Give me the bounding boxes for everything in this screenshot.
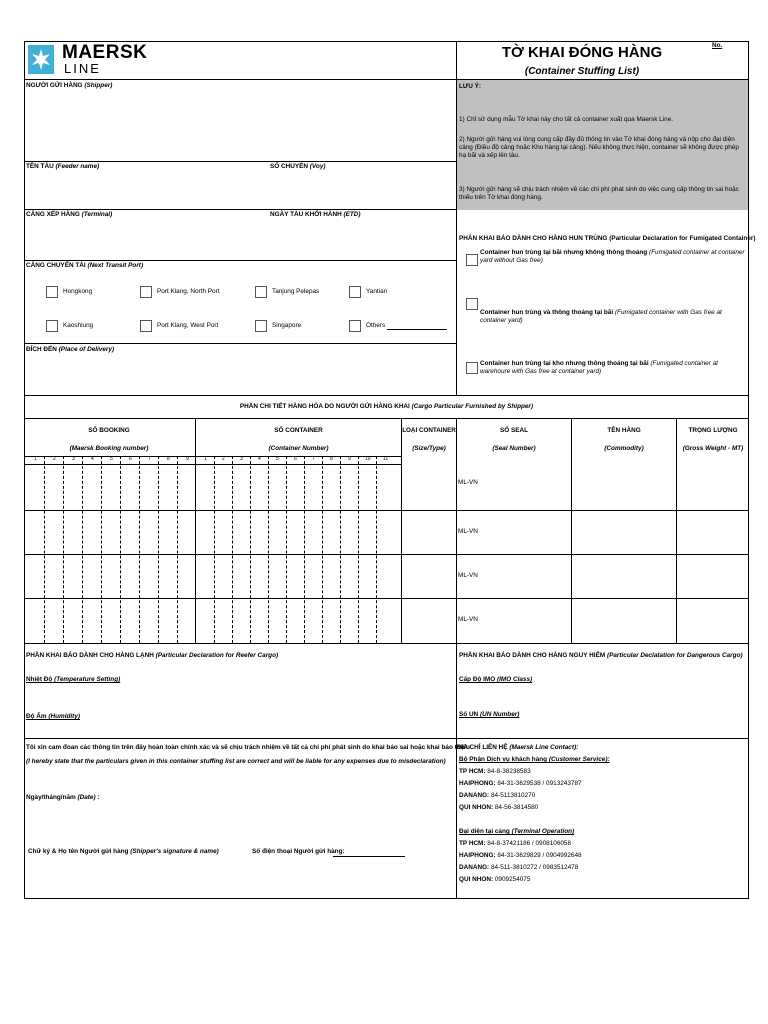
checkbox-port-klang-north[interactable]: [140, 286, 152, 298]
signature-field[interactable]: [28, 815, 228, 845]
digit: 3: [240, 456, 243, 462]
humidity-field[interactable]: [100, 711, 450, 723]
digit: 9: [348, 456, 351, 462]
temperature-label: Nhiệt Độ (Temperature Setting): [26, 676, 121, 683]
temperature-field[interactable]: [120, 674, 450, 686]
digit: 8: [330, 456, 333, 462]
digit: 2: [53, 456, 56, 462]
booking-digit-row: [25, 456, 195, 464]
col-container-en: (Container Number): [268, 445, 329, 452]
brand-name: MAERSK: [62, 42, 148, 63]
digit: 11: [383, 456, 389, 462]
divider: [456, 643, 457, 899]
note-1: 1) Chỉ sử dụng mẫu Tờ khai này cho tất cả container xuất qua Maersk Line.: [459, 116, 674, 123]
terminal-row: QUI NHON: 0909254075: [459, 876, 531, 883]
terminal-row: TP HCM: 84-8-37421186 / 0908106058: [459, 840, 572, 847]
digit: 7: [148, 456, 151, 462]
divider: [24, 161, 456, 162]
divider: [24, 343, 456, 344]
col-seal: SỐ SEAL: [499, 427, 529, 434]
col-weight: TRỌNG LƯỢNG: [688, 427, 738, 434]
divider: [24, 418, 749, 419]
cs-row: TP HCM: 84-8-38238583: [459, 768, 531, 775]
digit: 5: [276, 456, 279, 462]
humidity-label: Độ Ẩm (Humidity): [26, 713, 80, 720]
table-row[interactable]: [25, 555, 748, 597]
transit-label: CẢNG CHUYỂN TẢI (Next Transit Port): [26, 262, 144, 269]
date-label: Ngày/tháng/năm (Date) :: [26, 794, 100, 801]
voy-label: SỐ CHUYẾN (Voy): [270, 163, 326, 170]
digit: 9: [186, 456, 189, 462]
digit: 3: [72, 456, 75, 462]
shipper-field[interactable]: [25, 92, 455, 160]
checkbox-others[interactable]: [349, 320, 361, 332]
terminal-field[interactable]: [25, 220, 265, 258]
checkbox-singapore[interactable]: [255, 320, 267, 332]
table-row[interactable]: [25, 511, 748, 553]
divider: [24, 395, 749, 396]
page-title: TỜ KHAI ĐÓNG HÀNG: [501, 44, 663, 61]
digit: 5: [110, 456, 113, 462]
cs-row: DANANG: 84-5113810270: [459, 792, 536, 799]
cs-title: Bộ Phận Dịch vụ khách hàng (Customer Service):: [459, 756, 610, 763]
port-label: Hongkong: [63, 288, 93, 295]
terminal-row: HAIPHONG: 84-31-3629829 / 0904992648: [459, 852, 582, 859]
digit: 6: [294, 456, 297, 462]
checkbox-yantian[interactable]: [349, 286, 361, 298]
notes-title: LƯU Ý:: [459, 83, 481, 90]
port-label: Kaoshiung: [63, 322, 94, 329]
checkbox-kaoshiung[interactable]: [46, 320, 58, 332]
digit: 8: [167, 456, 170, 462]
digit: 1: [204, 456, 207, 462]
table-row[interactable]: [25, 465, 748, 509]
page-subtitle: (Container Stuffing List): [524, 66, 640, 77]
col-seal-en: (Seal Number): [492, 445, 536, 452]
seal-prefix: ML-VN: [458, 572, 478, 579]
others-input-line[interactable]: [387, 329, 447, 330]
fumigated-option-2: Container hun trùng và thông thoáng tại bãi (Fumigated container with Gas free at container yard): [480, 309, 722, 324]
delivery-label: ĐÍCH ĐẾN (Place of Delivery): [26, 346, 115, 353]
fumigated-option-1: Container hun trùng tại bãi nhưng không thông thoáng (Fumigated container at container yard without Gas free): [480, 249, 745, 264]
digit: 4: [258, 456, 261, 462]
divider: [24, 260, 456, 261]
dangerous-title: PHẦN KHAI BÁO DÀNH CHO HÀNG NGUY HIỂM (Particular Declatation for Dangerous Cargo): [459, 652, 743, 659]
phone-label: Số điện thoại Người gửi hàng:: [252, 848, 345, 855]
fumigated-title: PHẦN KHAI BÁO DÀNH CHO HÀNG HUN TRÙNG (Particular Declaration for Fumigated Container): [459, 235, 756, 242]
feeder-name-label: TÊN TÀU (Feeder name): [26, 163, 100, 170]
col-container: SỐ CONTAINER: [274, 427, 323, 434]
col-booking: SỐ BOOKING: [88, 427, 130, 434]
etd-field[interactable]: [268, 220, 454, 258]
star-icon: [28, 45, 54, 74]
cs-row: QUI NHON: 84-56-3814580: [459, 804, 539, 811]
digit: 6: [129, 456, 132, 462]
cargo-title: PHẦN CHI TIẾT HÀNG HÓA DO NGƯỜI GỬI HÀNG KHAI (Cargo Particular Furnished by Shipper): [239, 403, 534, 410]
date-field[interactable]: [100, 792, 300, 804]
contact-title: ĐỊA CHỈ LIÊN HỆ (Maersk Line Contact):: [457, 744, 579, 751]
table-row[interactable]: [25, 599, 748, 642]
digit: 4: [91, 456, 94, 462]
divider: [24, 643, 749, 644]
digit: 1: [34, 456, 37, 462]
checkbox-tanjung-pelepas[interactable]: [255, 286, 267, 298]
col-commodity: TÊN HÀNG: [607, 427, 641, 434]
cs-row: HAIPHONG: 84-31-3629538 / 0913243787: [459, 780, 582, 787]
port-label: Tanjung Pelepas: [272, 288, 320, 295]
feeder-name-field[interactable]: [25, 172, 265, 206]
checkbox-hongkong[interactable]: [46, 286, 58, 298]
col-size: LOẠI CONTAINER: [402, 427, 456, 434]
container-digit-row: [196, 456, 401, 464]
col-booking-en: (Maersk Booking number): [69, 445, 149, 452]
terminal-label: CẢNG XẾP HÀNG (Terminal): [26, 211, 113, 218]
imo-field[interactable]: [540, 674, 745, 686]
terminal-title: Đại diện tại cảng (Terminal Operation): [459, 828, 575, 835]
maersk-star-logo: [28, 45, 54, 74]
col-commodity-en: (Commodity): [604, 445, 644, 452]
checkbox-fumigated-3[interactable]: [466, 362, 478, 374]
digit: 7: [312, 456, 315, 462]
phone-input-line[interactable]: [333, 856, 405, 857]
shipper-label: NGƯỜI GỬI HÀNG (Shipper): [26, 82, 113, 89]
declaration-vn: Tôi xin cam đoan các thông tin trên đây hoàn toàn chính xác và sẽ chịu trách nhiệm về tất cả chi phí phát sinh do khai báo sai hoặc khai báo thiếu: [26, 744, 470, 751]
signature-label: Chữ ký & Họ tên Người gửi hàng (Shipper's signature & name): [28, 848, 219, 855]
port-label: Port Klang, West Port: [157, 322, 219, 329]
port-label: Yantian: [366, 288, 388, 295]
checkbox-fumigated-2[interactable]: [466, 298, 478, 310]
un-field[interactable]: [520, 709, 745, 721]
voy-field[interactable]: [268, 172, 454, 206]
divider: [24, 738, 749, 739]
port-label: Singapore: [272, 322, 302, 329]
terminal-row: DANANG: 84-511-3810272 / 0983512478: [459, 864, 579, 871]
delivery-field[interactable]: [25, 356, 455, 394]
seal-prefix: ML-VN: [458, 616, 478, 623]
un-label: Số UN (UN Number): [459, 711, 520, 718]
digit: 10: [365, 456, 371, 462]
fumigated-option-3: Container hun trùng tại kho nhưng thông thoáng tại bãi (Fumigated container at warehoure with Gas free at container yard): [480, 360, 718, 375]
seal-prefix: ML-VN: [458, 528, 478, 535]
checkbox-fumigated-1[interactable]: [466, 254, 478, 266]
note-2: 2) Người gửi hàng vui lòng cung cấp đầy đủ thông tin vào Tờ khai đóng hàng và nộp cho đại diện cảng (Điều độ cảng hoặc Kho hàng tại cảng). Nếu không thực hiện, container sẽ không được phép hạ bãi và xếp lên tàu.: [459, 136, 739, 159]
brand-line: LINE: [64, 61, 101, 76]
digit: 2: [222, 456, 225, 462]
divider: [24, 456, 402, 457]
number-label: No.: [712, 42, 723, 49]
etd-label: NGÀY TÀU KHỞI HÀNH (ETD): [270, 211, 361, 218]
col-size-en: (Size/Type): [412, 445, 446, 452]
declaration-en: (I hereby state that the particulars given in this container stuffing list are correct and will be liable for any expenses due to misdeclaration): [26, 758, 446, 765]
port-label: Others: [366, 322, 386, 329]
imo-label: Cấp Độ IMO (IMO Class): [459, 676, 533, 683]
note-3: 3) Người gửi hàng sẽ chịu trách nhiệm về các chi phí phát sinh do việc cung cấp thông tin sai hoặc thiếu trên Tờ khai đóng hàng.: [459, 186, 739, 201]
seal-prefix: ML-VN: [458, 479, 478, 486]
checkbox-port-klang-west[interactable]: [140, 320, 152, 332]
reefer-title: PHẦN KHAI BÁO DÀNH CHO HÀNG LẠNH (Particular Declaration for Reefer Cargo): [26, 652, 279, 659]
col-weight-en: (Gross Weight - MT): [682, 445, 744, 452]
divider: [24, 209, 456, 210]
port-label: Port Klang, North Port: [157, 288, 220, 295]
